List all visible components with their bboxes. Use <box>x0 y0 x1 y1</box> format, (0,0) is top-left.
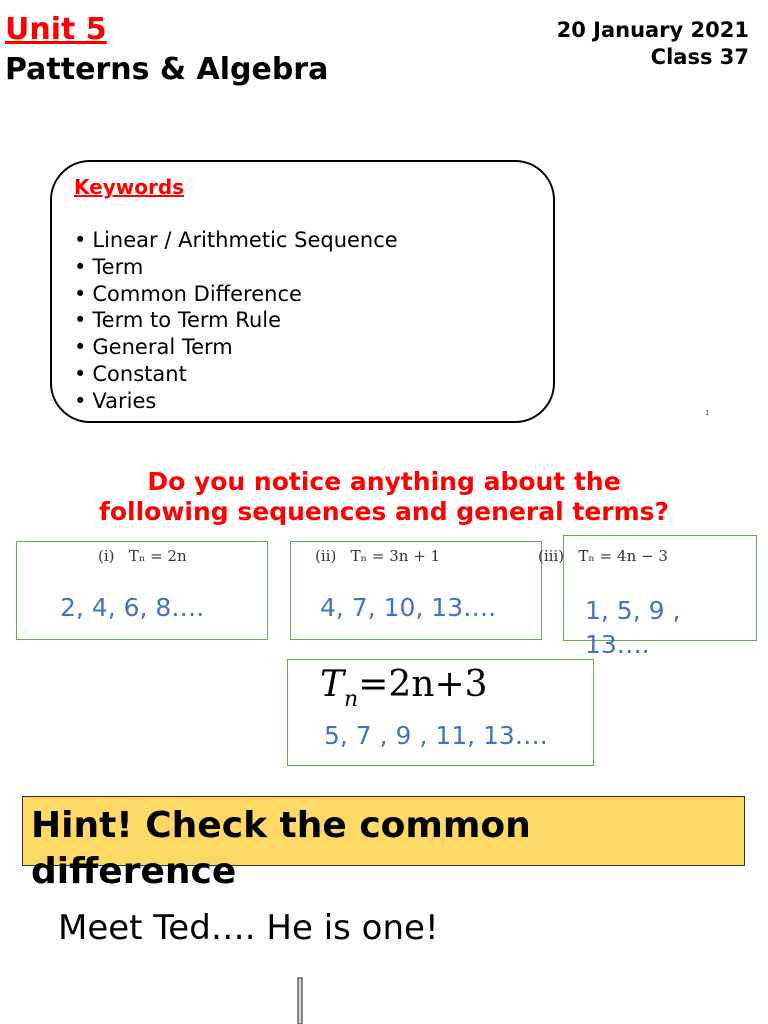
keyword-item: • General Term <box>74 334 398 361</box>
formula-3 <box>538 547 668 565</box>
hint-text <box>31 803 531 895</box>
keyword-item: • Term to Term Rule <box>74 307 398 334</box>
formula-label: (ii) <box>315 547 337 565</box>
sequence-terms-4: 5, 7 , 9 , 11, 13…. <box>324 721 548 750</box>
slide-number: 1 <box>705 409 710 417</box>
ted-image <box>296 978 304 1024</box>
unit-title: Unit 5 <box>5 12 107 47</box>
hint-line-1: Hint! Check the common <box>31 805 531 846</box>
formula-expression: Tₙ = 2n <box>128 547 187 565</box>
ted-caption: Meet Ted…. He is one! <box>58 908 439 948</box>
sequence-terms-3: 1, 5, 9 , 13…. <box>585 596 681 659</box>
sequence-terms-2: 4, 7, 10, 13…. <box>320 593 497 622</box>
formula-1 <box>98 547 187 565</box>
question-line-2: following sequences and general terms? <box>98 497 670 526</box>
question-text <box>0 467 768 527</box>
formula-rest: =2n+3 <box>358 664 488 705</box>
topic-title: Patterns & Algebra <box>5 52 329 87</box>
hint-box <box>22 796 745 892</box>
formula-term: T <box>320 664 345 705</box>
keywords-heading: Keywords <box>74 175 185 199</box>
formula-subscript: n <box>344 687 359 712</box>
sequence-terms-1: 2, 4, 6, 8…. <box>60 593 205 622</box>
date-label: 20 January 2021 <box>556 18 749 42</box>
keywords-list <box>74 227 398 415</box>
question-line-1: Do you notice anything about the <box>147 467 621 496</box>
formula-expression: Tₙ = 4n − 3 <box>578 547 668 565</box>
formula-label: (iii) <box>538 547 565 565</box>
formula-label: (i) <box>98 547 115 565</box>
class-label: Class 37 <box>650 45 749 69</box>
formula-4 <box>320 664 488 712</box>
formula-expression: Tₙ = 3n + 1 <box>350 547 441 565</box>
keyword-item: • Common Difference <box>74 281 398 308</box>
formula-2 <box>315 547 440 565</box>
keyword-item: • Varies <box>74 388 398 415</box>
hint-line-2: difference <box>31 851 237 892</box>
keyword-item: • Linear / Arithmetic Sequence <box>74 227 398 254</box>
keyword-item: • Constant <box>74 361 398 388</box>
keyword-item: • Term <box>74 254 398 281</box>
